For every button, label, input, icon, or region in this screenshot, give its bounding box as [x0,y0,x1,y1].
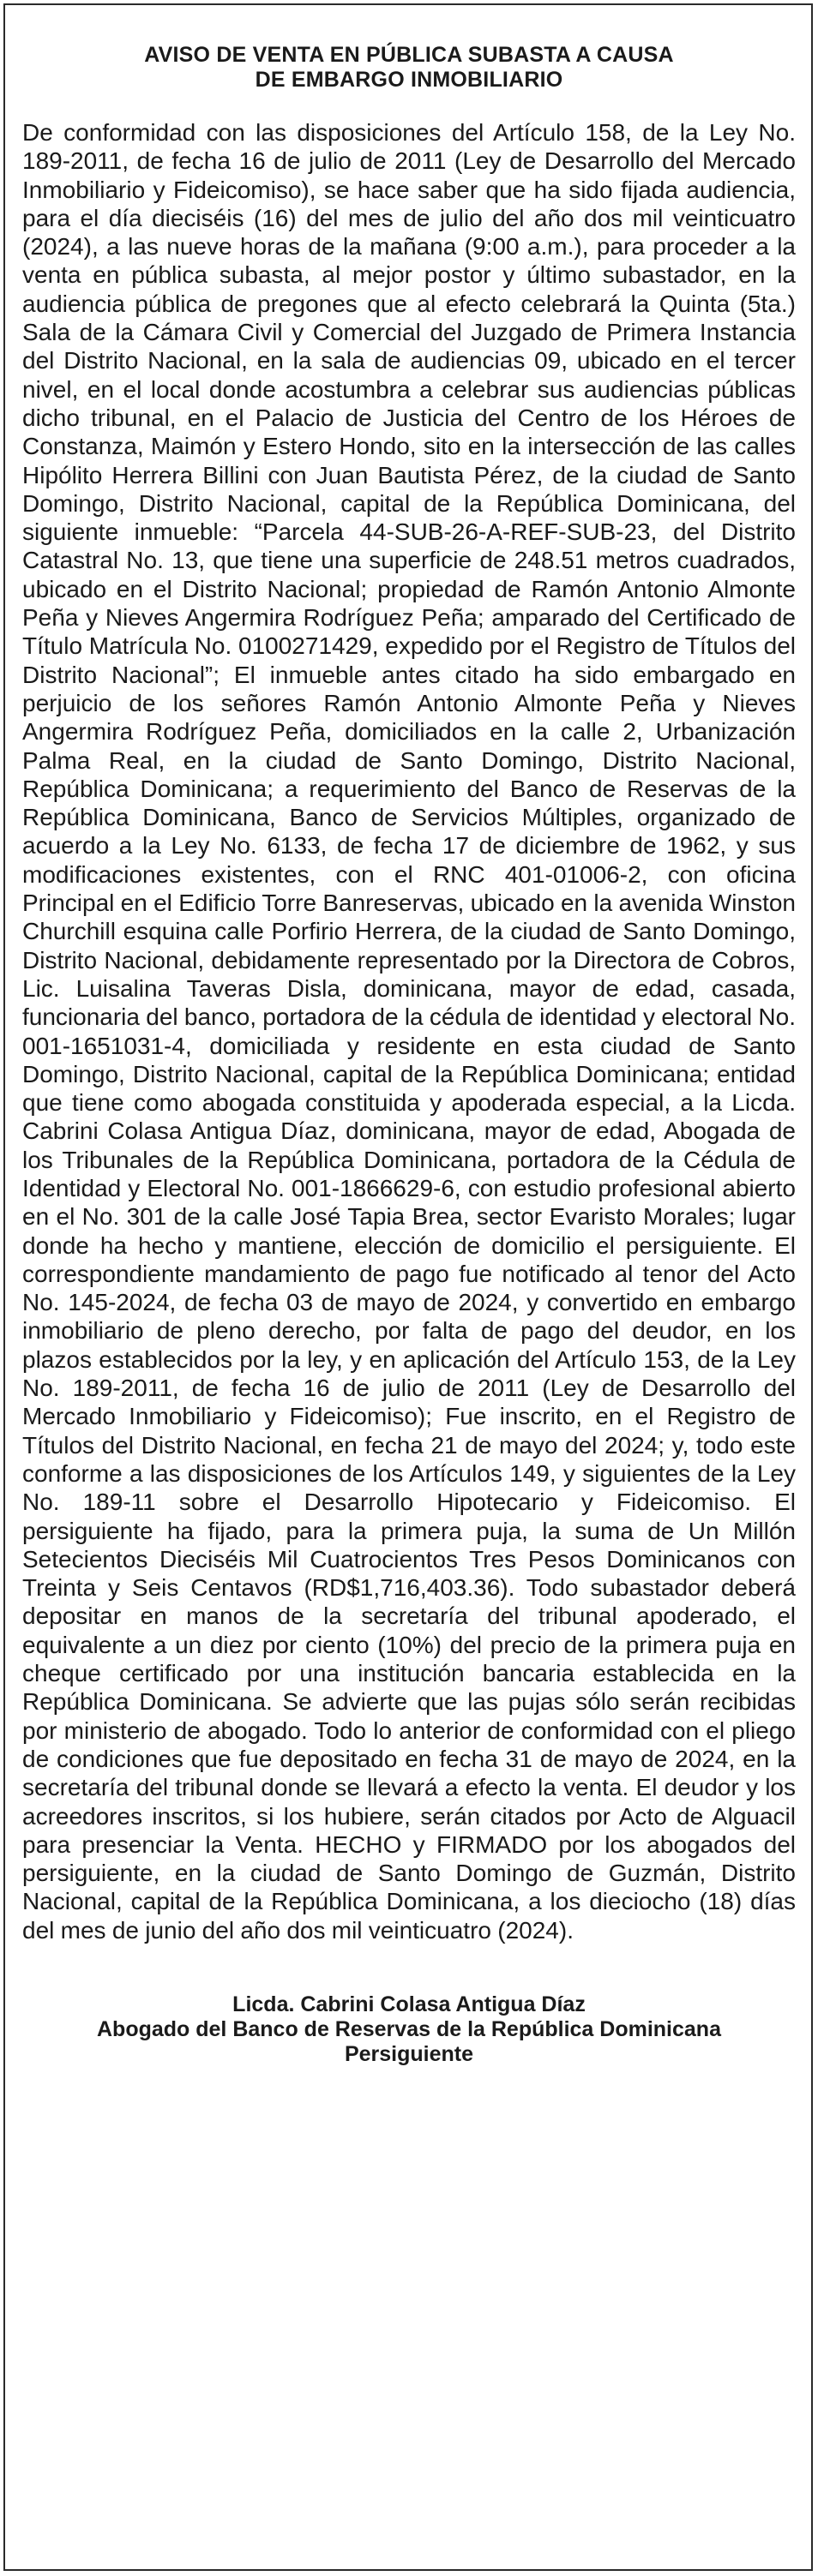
legal-notice [22,43,796,2067]
signature-block [22,1992,796,2067]
signature-party: Persiguiente [344,2042,474,2066]
signature-role: Abogado del Banco de Reservas de la República Dominicana [97,2017,721,2041]
notice-title-line-1: AVISO DE VENTA EN PÚBLICA SUBASTA A CAUSA [144,43,674,67]
notice-title-line-2: DE EMBARGO INMOBILIARIO [255,68,563,92]
notice-title [22,43,796,93]
signature-name: Licda. Cabrini Colasa Antigua Díaz [232,1992,586,2016]
notice-body: De conformidad con las disposiciones del Artículo 158, de la Ley No. 189-2011, de fecha 16 de julio de 2011 (Ley de Desarrollo del Mercado Inmobiliario y Fideicomiso), se hace saber que ha sido fijada audiencia, para el día dieciséis (16) del mes de julio del año dos mil veinticuatro (2024), a las nueve horas de la mañana (9:00 a.m.), para proceder a la venta en pública subasta, al mejor postor y último subastador, en la audiencia pública de pregones que al efecto celebrará la Quinta (5ta.) Sala de la Cámara Civil y Comercial del Juzgado de Primera Instancia del Distrito Nacional, en la sala de audiencias 09, ubicado en el tercer nivel, en el local donde acostumbra a celebrar sus audiencias públicas dicho tribunal, en el Palacio de Justicia del Centro de los Héroes de Constanza, Maimón y Estero Hondo, sito en la intersección de las calles Hipólito Herrera Billini con Juan Bautista Pérez, de la ciudad de Santo Domingo, Distrito Nacional, capital de la República Dominicana, del siguiente inmueble: “Parcela 44-SUB-26-A-REF-SUB-23, del Distrito Catastral No. 13, que tiene una superficie de 248.51 metros cuadrados, ubicado en el Distrito Nacional; propiedad de Ramón Antonio Almonte Peña y Nieves Angermira Rodríguez Peña; amparado del Certificado de Título Matrícula No. 0100271429, expedido por el Registro de Títulos del Distrito Nacional”; El inmueble antes citado ha sido embargado en perjuicio de los señores Ramón Antonio Almonte Peña y Nieves Angermira Rodríguez Peña, domiciliados en la calle 2, Urbanización Palma Real, en la ciudad de Santo Domingo, Distrito Nacional, República Dominicana; a requerimiento del Banco de Reservas de la República Dominicana, Banco de Servicios Múltiples, organizado de acuerdo a la Ley No. 6133, de fecha 17 de diciembre de 1962, y sus modificaciones existentes, con el RNC 401-01006-2, con oficina Principal en el Edificio Torre Banreservas, ubicado en la avenida Winston Churchill esquina calle Porfirio Herrera, de la ciudad de Santo Domingo, Distrito Nacional, debidamente representado por la Directora de Cobros, Lic. Luisalina Taveras Disla, dominicana, mayor de edad, casada, funcionaria del banco, portadora de la cédula de identidad y electoral No. 001-1651031-4, domiciliada y residente en esta ciudad de Santo Domingo, Distrito Nacional, capital de la República Dominicana; entidad que tiene como abogada constituida y apoderada especial, a la Licda. Cabrini Colasa Antigua Díaz, dominicana, mayor de edad, Abogada de los Tribunales de la República Dominicana, portadora de la Cédula de Identidad y Electoral No. 001-1866629-6, con estudio profesional abierto en el No. 301 de la calle José Tapia Brea, sector Evaristo Morales; lugar donde ha hecho y mantiene, elección de domicilio el persiguiente. El correspondiente mandamiento de pago fue notificado al tenor del Acto No. 145-2024, de fecha 03 de mayo de 2024, y convertido en embargo inmobiliario de pleno derecho, por falta de pago del deudor, en los plazos establecidos por la ley, y en aplicación del Artículo 153, de la Ley No. 189-2011, de fecha 16 de julio de 2011 (Ley de Desarrollo del Mercado Inmobiliario y Fideicomiso); Fue inscrito, en el Registro de Títulos del Distrito Nacional, en fecha 21 de mayo del 2024; y, todo este conforme a las disposiciones de los Artículos 149, y siguientes de la Ley No. 189-11 sobre el Desarrollo Hipotecario y Fideicomiso. El persiguiente ha fijado, para la primera puja, la suma de Un Millón Setecientos Dieciséis Mil Cuatrocientos Tres Pesos Dominicanos con Treinta y Seis Centavos (RD$1,716,403.36). Todo subastador deberá depositar en manos de la secretaría del tribunal apoderado, el equivalente a un diez por ciento (10%) del precio de la primera puja en cheque certificado por una institución bancaria establecida en la República Dominicana. Se advierte que las pujas sólo serán recibidas por ministerio de abogado. Todo lo anterior de conformidad con el pliego de condiciones que fue depositado en fecha 31 de mayo de 2024, en la secretaría del tribunal donde se llevará a efecto la venta. El deudor y los acreedores inscritos, si los hubiere, serán citados por Acto de Alguacil para presenciar la Venta. HECHO y FIRMADO por los abogados del persiguiente, en la ciudad de Santo Domingo de Guzmán, Distrito Nacional, capital de la República Dominicana, a los dieciocho (18) días del mes de junio del año dos mil veinticuatro (2024). [22,119,796,1944]
